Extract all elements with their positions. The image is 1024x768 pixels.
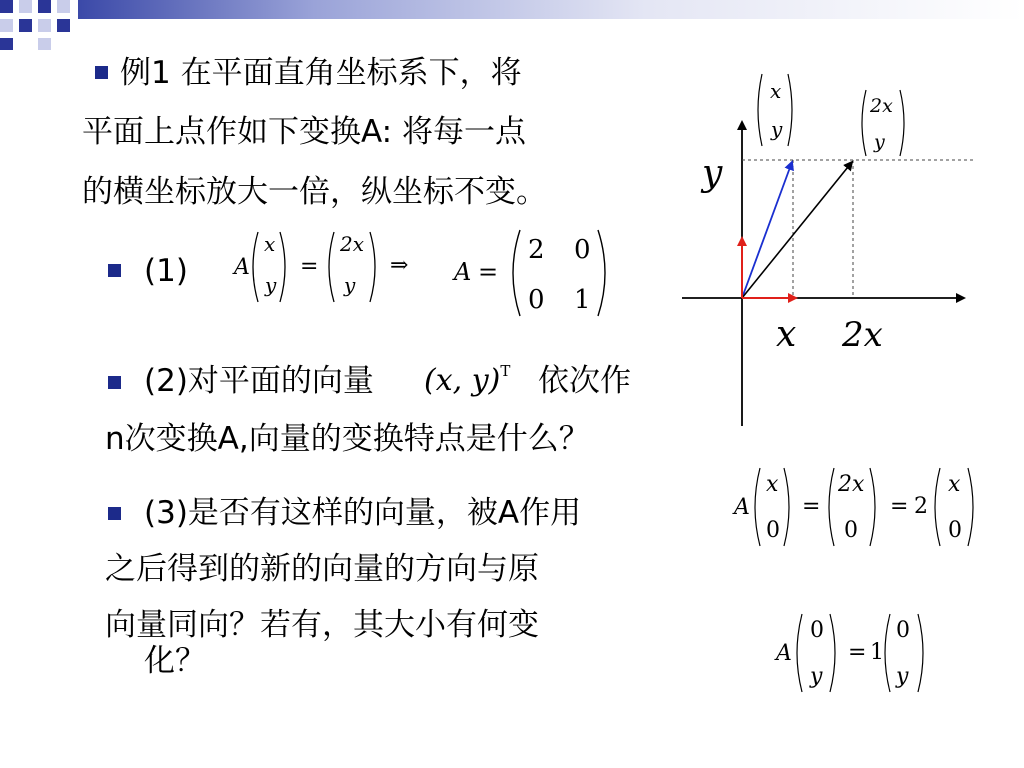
equation-y-direction bbox=[772, 608, 942, 698]
eqx-x2: x bbox=[948, 472, 961, 497]
eq-equals: = bbox=[300, 254, 319, 279]
matrix-a12: 0 bbox=[574, 235, 591, 265]
part-3-line-2: 之后得到的新的向量的方向与原 bbox=[105, 551, 539, 587]
part-3-line-1: (3)是否有这样的向量，被A作用 bbox=[144, 495, 582, 531]
implies-symbol: ⇒ bbox=[390, 253, 409, 278]
matrix-equals: = bbox=[478, 258, 499, 286]
eqy-A: A bbox=[776, 641, 792, 666]
matrix-a22: 1 bbox=[574, 285, 591, 315]
vec-top-x: x bbox=[770, 79, 782, 103]
vector-xy-label bbox=[752, 70, 802, 150]
axis-2x-label: 2x bbox=[842, 315, 883, 355]
example-line-3: 的横坐标放大一倍，纵坐标不变。 bbox=[82, 174, 547, 210]
eqx-A: A bbox=[734, 495, 750, 520]
matrix-a21: 0 bbox=[528, 285, 545, 315]
axis-y-label: y bbox=[702, 153, 723, 194]
eqx-equals-2: = bbox=[890, 494, 909, 519]
transpose-mark: T bbox=[500, 362, 511, 380]
eqx-0c: 0 bbox=[948, 518, 962, 543]
vector-2xy-label bbox=[856, 86, 912, 160]
eqy-0b: 0 bbox=[896, 618, 910, 643]
part-1-label: (1) bbox=[144, 253, 188, 289]
equation-transform bbox=[228, 226, 428, 308]
part-3-line-4: 化？ bbox=[144, 643, 206, 679]
eqx-0b: 0 bbox=[844, 518, 858, 543]
coordinate-graph bbox=[676, 62, 976, 432]
corner-decoration bbox=[0, 0, 1024, 50]
eqx-2: 2 bbox=[914, 494, 928, 519]
vector-tuple bbox=[424, 364, 510, 396]
eq-A: A bbox=[234, 255, 250, 280]
eqy-y2: y bbox=[896, 664, 909, 689]
vector-transformed bbox=[742, 162, 852, 298]
bullet-1 bbox=[95, 66, 108, 79]
axis-x-label: x bbox=[776, 314, 797, 355]
bullet-2 bbox=[108, 264, 121, 277]
eqx-equals-1: = bbox=[802, 494, 821, 519]
vec-tr-2x: 2x bbox=[870, 95, 893, 117]
vec-tr-y: y bbox=[874, 131, 885, 153]
matrix-a11: 2 bbox=[528, 235, 545, 265]
part-2-line-2: n次变换A,向量的变换特点是什么？ bbox=[105, 421, 590, 457]
eqy-1: 1 bbox=[870, 640, 884, 665]
part-2-text-b: 依次作 bbox=[538, 363, 631, 399]
vec-top-y: y bbox=[771, 117, 783, 141]
tuple-text: (x, y) bbox=[424, 363, 501, 398]
eqx-0: 0 bbox=[766, 518, 780, 543]
vector-original bbox=[742, 162, 792, 298]
eqy-y: y bbox=[810, 664, 823, 689]
eq-y2: y bbox=[344, 273, 356, 297]
equation-x-direction bbox=[730, 462, 990, 552]
eq-x: x bbox=[264, 232, 276, 256]
eq-2x: 2x bbox=[340, 232, 365, 256]
example-line-2: 平面上点作如下变换A: 将每一点 bbox=[82, 114, 526, 150]
eqy-equals: = bbox=[848, 640, 867, 665]
bullet-4 bbox=[108, 507, 121, 520]
eqy-0: 0 bbox=[810, 618, 824, 643]
bullet-3 bbox=[108, 376, 121, 389]
matrix-A-label: A bbox=[454, 258, 472, 286]
part-3-line-3: 向量同向？若有，其大小有何变 bbox=[105, 607, 539, 643]
eqx-2x: 2x bbox=[838, 472, 865, 497]
part-2-text-a: (2)对平面的向量 bbox=[144, 363, 374, 399]
eq-y: y bbox=[265, 273, 277, 297]
matrix-A bbox=[450, 224, 620, 322]
eqx-x: x bbox=[766, 472, 779, 497]
example-line-1: 例1 在平面直角坐标系下，将 bbox=[120, 55, 522, 91]
